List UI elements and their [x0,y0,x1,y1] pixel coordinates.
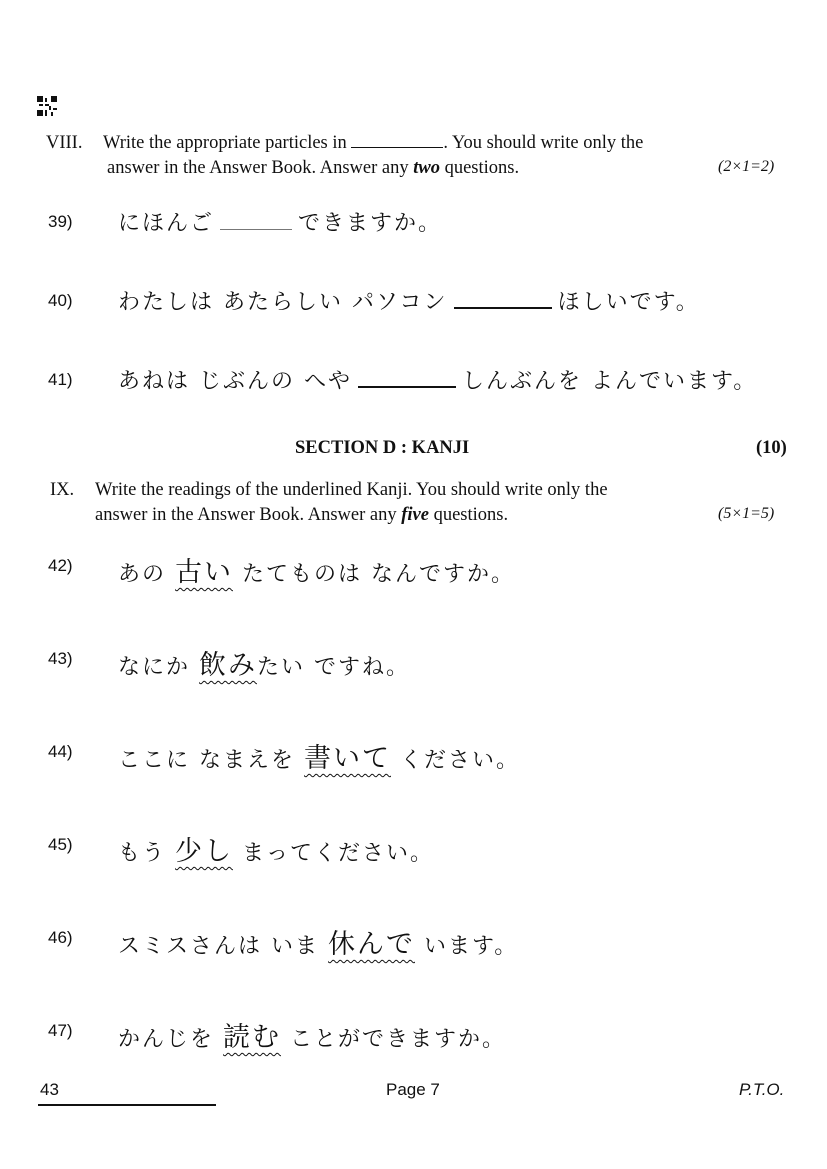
question-text: わたしは あたらしい パソコン ほしいです。 [118,285,700,316]
page-number: Page 7 [386,1080,440,1099]
question-number: 46) [48,928,73,947]
question-46 [0,918,827,958]
question-number: 41) [48,370,73,389]
section-ix-line1: Write the readings of the underlined Kanji. You should write only the [95,480,608,500]
question-number: 43) [48,649,73,668]
question-41 [0,360,827,400]
question-number: 47) [48,1021,73,1040]
answer-blank [454,287,552,309]
question-45 [0,825,827,865]
question-text: かんじを 読む ことができますか。 [118,1022,506,1053]
question-39 [0,202,827,242]
question-40 [0,281,827,321]
underlined-kanji: 古い [175,557,233,588]
pto-label: P.T.O. [739,1080,785,1099]
underlined-kanji: 書いて [304,743,391,774]
question-text: あの 古い たてものは なんですか。 [118,557,515,588]
section-viii-marks: (2×1=2) [718,158,775,175]
underlined-kanji: 飲み [199,650,257,681]
question-47 [0,1011,827,1051]
blank-line [351,133,443,148]
section-d-title: SECTION D : KANJI [295,438,470,458]
section-viii-line2: answer in the Answer Book. Answer any two questions. [107,158,520,178]
section-ix-marks: (5×1=5) [718,505,775,522]
paper-code: 43 [40,1080,59,1099]
section-ix-instructions [50,478,795,530]
question-text: なにか 飲みたい ですね。 [118,650,410,681]
question-text: にほんご できますか。 [118,211,443,236]
qr-code-icon [37,96,57,116]
underlined-kanji: 休んで [328,929,415,960]
question-number: 42) [48,556,73,575]
question-text: ここに なまえを 書いて ください。 [118,743,520,774]
question-text: あねは じぶんの へや しんぶんを よんでいます。 [118,364,757,395]
underlined-kanji: 読む [223,1022,281,1053]
question-text: スミスさんは いま 休んで います。 [118,929,519,960]
question-number: 40) [48,291,73,310]
answer-blank [358,366,456,388]
section-d-marks: (10) [756,438,787,458]
question-text: もう 少し まってください。 [118,836,434,867]
question-number: 44) [48,742,73,761]
footer-rule [38,1104,216,1106]
question-42 [0,546,827,586]
question-number: 45) [48,835,73,854]
section-viii-number: VIII. [46,133,83,153]
question-44 [0,732,827,772]
underlined-kanji: 少し [175,836,233,867]
answer-blank [220,209,292,230]
section-viii-line1: Write the appropriate particles in . You should write only the [103,133,644,153]
question-43 [0,639,827,679]
section-viii-instructions [46,131,791,183]
question-number: 39) [48,212,73,231]
section-ix-number: IX. [50,480,75,500]
section-ix-line2: answer in the Answer Book. Answer any five questions. [95,505,509,525]
